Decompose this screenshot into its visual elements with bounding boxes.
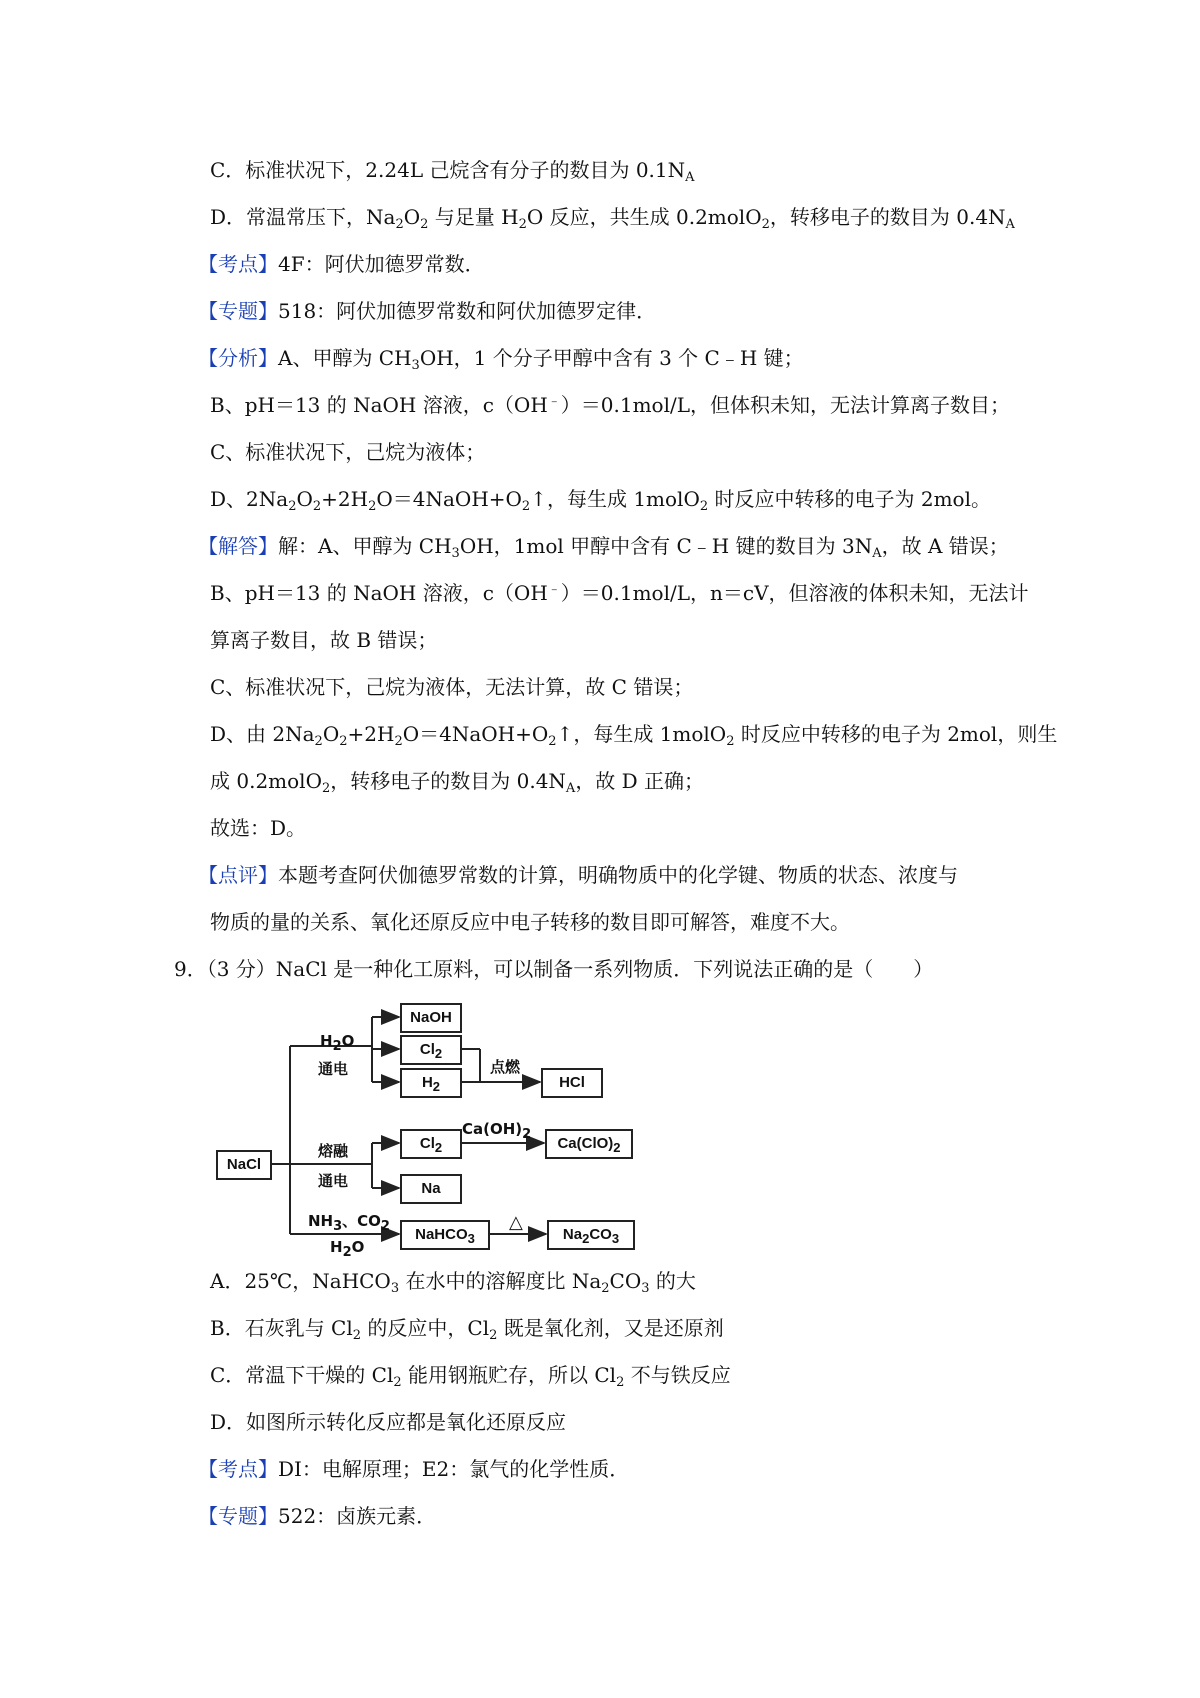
- label-dianran: 点燃: [490, 1058, 521, 1076]
- fenxi-b: B、pH＝13 的 NaOH 溶液，c（OH﹣）＝0.1mol/L，但体积未知，无法计算离子数目；: [210, 393, 1011, 417]
- jieda-line: 【解答】解：A、甲醇为 $CH_3OH$，1mol 甲醇中含有 C﹣H 键的数目为 $3N_A$，故 A 错误；: [198, 534, 1009, 561]
- jieda-c: C、标准状况下，己烷为液体，无法计算，故 C 错误；: [210, 675, 694, 699]
- box-nacl: NaCl: [216, 1150, 272, 1180]
- zhuanti-line-2: 【专题】522：卤族元素．: [198, 1504, 437, 1528]
- label-delta: △: [509, 1212, 523, 1233]
- kaodian-tag: 【考点】: [198, 252, 278, 276]
- box-naoh: NaOH: [400, 1003, 462, 1033]
- label-h2o-bottom: $H_2O$: [330, 1238, 365, 1260]
- box-cl2-mid: $Cl_2$: [400, 1129, 462, 1159]
- dianping-tag: 【点评】: [198, 863, 278, 887]
- question-9: 9．（3 分）NaCl 是一种化工原料，可以制备一系列物质．下列说法正确的是（ ）: [174, 957, 934, 981]
- fenxi-tag: 【分析】: [198, 346, 278, 370]
- option-c-prev: C．标准状况下，2.24L 己烷含有分子的数目为 $0.1N_A$: [210, 158, 695, 185]
- jieda-tag: 【解答】: [198, 534, 278, 558]
- label-h2o-top: $H_2O$: [320, 1032, 355, 1054]
- label-ronghe: 熔融: [318, 1142, 349, 1160]
- kaodian-line: 【考点】4F：阿伏加德罗常数．: [198, 252, 485, 276]
- kaodian-tag-2: 【考点】: [198, 1457, 278, 1481]
- box-hcl: HCl: [541, 1068, 603, 1098]
- box-na2co3: $Na_2CO_3$: [547, 1220, 635, 1250]
- kaodian-line-2: 【考点】DI：电解原理；E2：氯气的化学性质．: [198, 1457, 630, 1481]
- option-d-prev: D．常温常压下，$Na_2O_2$ 与足量 $H_2O$ 反应，共生成 0.2molO$_2$，转移电子的数目为 $0.4N_A$: [210, 205, 1015, 232]
- jieda-d2: 成 0.2molO$_2$，转移电子的数目为 $0.4N_A$，故 D 正确；: [210, 769, 705, 796]
- label-tongdian-top: 通电: [318, 1060, 349, 1078]
- dianping-line: 【点评】本题考查阿伏伽德罗常数的计算，明确物质中的化学键、物质的状态、浓度与: [198, 863, 958, 887]
- box-caclo2: $Ca(ClO)_2$: [545, 1129, 633, 1159]
- fenxi-line: 【分析】A、甲醇为 $CH_3OH$，1 个分子甲醇中含有 3 个 C﹣H 键；: [198, 346, 804, 373]
- jieda-b1: B、pH＝13 的 NaOH 溶液，c（OH﹣）＝0.1mol/L，n＝cV，但溶液的体积未知，无法计: [210, 581, 1029, 605]
- jieda-d1: D、由 $2Na_2O_2+2H_2O=4NaOH+O_2↑$，每生成 1molO$_2$ 时反应中转移的电子为 2mol，则生: [210, 722, 1058, 749]
- jieda-b2: 算离子数目，故 B 错误；: [210, 628, 438, 652]
- option-d: D．如图所示转化反应都是氧化还原反应: [210, 1410, 567, 1434]
- box-na: Na: [400, 1174, 462, 1204]
- answer-line: 故选：D。: [210, 816, 307, 840]
- dianping-line2: 物质的量的关系、氧化还原反应中电子转移的数目即可解答，难度不大。: [210, 910, 850, 934]
- fenxi-c: C、标准状况下，己烷为液体；: [210, 440, 486, 464]
- label-caoh2: $Ca(OH)_2$: [462, 1120, 532, 1142]
- fenxi-d: D、$2Na_2O_2+2H_2O=4NaOH+O_2↑$，每生成 1molO$_2$ 时反应中转移的电子为 2mol。: [210, 487, 991, 514]
- label-tongdian-mid: 通电: [318, 1172, 349, 1190]
- label-nh3-co2: $NH_3$、$CO_2$: [308, 1212, 390, 1234]
- zhuanti-tag-2: 【专题】: [198, 1504, 278, 1528]
- option-b: B．石灰乳与 $Cl_2$ 的反应中，$Cl_2$ 既是氧化剂，又是还原剂: [210, 1316, 724, 1343]
- box-nahco3: NaHCO$_3$: [400, 1220, 490, 1250]
- box-cl2-top: $Cl_2$: [400, 1035, 462, 1065]
- option-a: A．25℃，NaHCO$_3$ 在水中的溶解度比 $Na_2CO_3$ 的大: [210, 1269, 696, 1296]
- zhuanti-line: 【专题】518：阿伏加德罗常数和阿伏加德罗定律．: [198, 299, 657, 323]
- box-h2: $H_2$: [400, 1068, 462, 1098]
- zhuanti-tag: 【专题】: [198, 299, 278, 323]
- option-c: C．常温下干燥的 $Cl_2$ 能用钢瓶贮存，所以 $Cl_2$ 不与铁反应: [210, 1363, 731, 1390]
